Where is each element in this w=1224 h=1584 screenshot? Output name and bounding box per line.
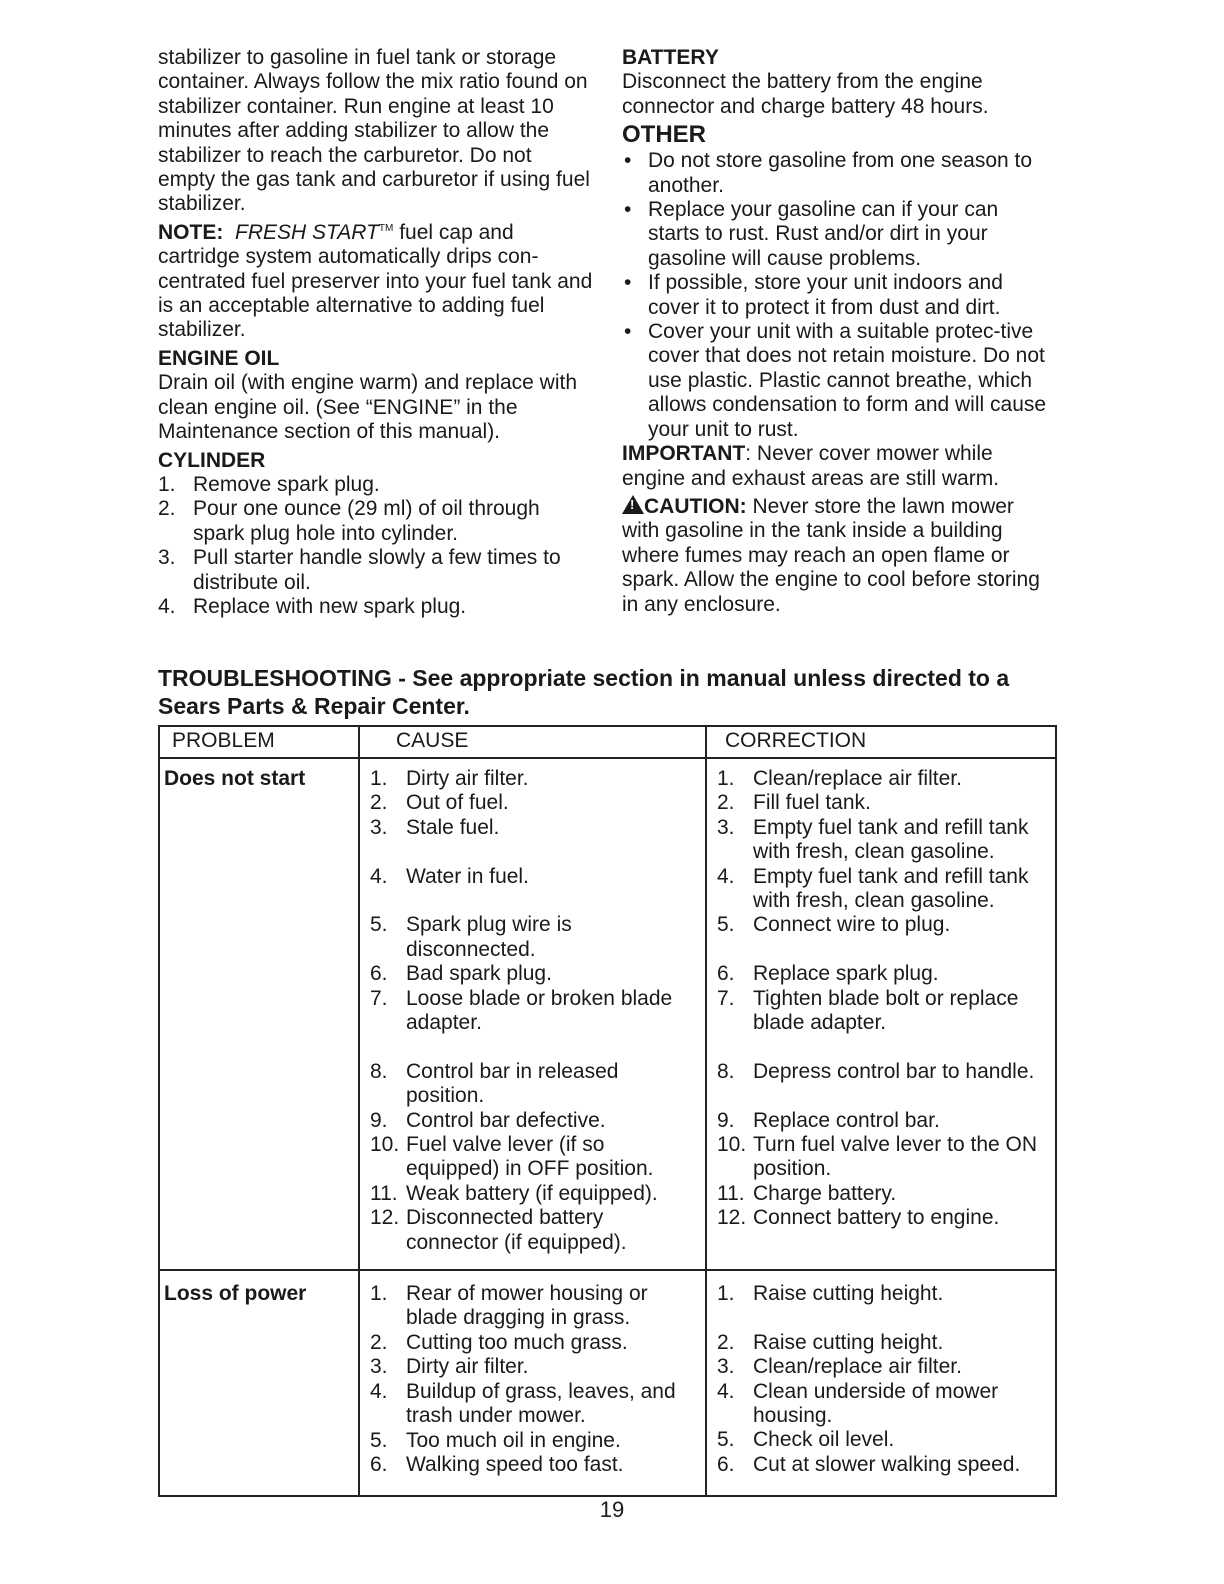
bullet-icon: •: [624, 320, 632, 344]
item-number: 9.: [370, 1108, 388, 1132]
list-item: [370, 962, 705, 986]
list-item: [370, 1453, 705, 1477]
correction-text: Replace control bar.: [753, 1108, 940, 1132]
item-number: 6.: [717, 1452, 735, 1476]
correction-text: Depress control bar to handle.: [753, 1059, 1035, 1083]
list-item: [370, 987, 705, 1060]
header-problem: PROBLEM: [172, 729, 275, 752]
step-number: 3.: [158, 546, 176, 570]
list-item: [622, 320, 1054, 442]
item-number: 3.: [370, 815, 388, 839]
list-item: [370, 791, 705, 815]
item-number: 6.: [717, 962, 735, 986]
list-item: [370, 1206, 705, 1255]
list-item: [717, 1182, 1058, 1206]
page-number: 19: [599, 1497, 625, 1522]
item-number: 1.: [717, 1282, 735, 1306]
left-column: [158, 46, 594, 619]
item-number: 9.: [717, 1108, 735, 1132]
list-item: [370, 1182, 705, 1206]
cause-text: Stale fuel.: [406, 815, 500, 839]
step-number: 4.: [158, 594, 176, 618]
correction-text: Clean/replace air filter.: [753, 1355, 962, 1379]
list-item: [717, 1355, 1058, 1379]
list-item: [717, 1453, 1058, 1477]
cause-text: Too much oil in engine.: [406, 1428, 621, 1452]
header-cause: CAUSE: [358, 727, 705, 757]
list-item: [717, 767, 1058, 791]
note-paragraph: [158, 217, 594, 343]
item-number: 1.: [370, 1282, 388, 1306]
cause-text: Loose blade or broken blade adapter.: [406, 986, 673, 1035]
item-number: 2.: [370, 1330, 388, 1354]
correction-text: Charge battery.: [753, 1181, 897, 1205]
correction-text: Tighten blade bolt or replace blade adapter.: [753, 986, 1019, 1035]
item-number: 4.: [717, 864, 735, 888]
troubleshooting-table: [158, 725, 1057, 1497]
item-number: 12.: [717, 1206, 747, 1230]
list-item: [717, 1428, 1058, 1452]
correction-text: Fill fuel tank.: [753, 791, 871, 815]
correction-text: Empty fuel tank and refill tank with fresh, clean gasoline.: [753, 815, 1029, 864]
list-item: [370, 913, 705, 962]
bullet-text: Cover your unit with a suitable protec-tive cover that does not retain moisture. Do not use plastic. Plastic cannot breathe, which allows condensation to form and will cause your unit to rust.: [648, 320, 1047, 441]
other-heading: OTHER: [622, 121, 706, 149]
bullet-icon: •: [624, 271, 632, 295]
trademark: TM: [378, 222, 394, 234]
list-item: [717, 913, 1058, 962]
caution-paragraph: [622, 495, 1054, 617]
item-number: 10.: [717, 1133, 747, 1157]
list-item: [370, 1282, 705, 1331]
list-item: [717, 816, 1058, 865]
list-item: [158, 595, 594, 619]
battery-heading: BATTERY: [622, 46, 719, 69]
cause-text: Control bar in released position.: [406, 1059, 619, 1108]
item-number: 2.: [717, 1330, 735, 1354]
engine-oil-heading: ENGINE OIL: [158, 346, 280, 370]
list-item: [158, 473, 594, 497]
item-number: 5.: [717, 1428, 735, 1452]
cause-text: Fuel valve lever (if so equipped) in OFF position.: [406, 1133, 654, 1181]
note-label: NOTE:: [158, 220, 224, 244]
right-column: [622, 46, 1054, 617]
item-number: 3.: [717, 815, 735, 839]
item-number: 7.: [717, 986, 735, 1010]
cause-text: Dirty air filter.: [406, 1355, 529, 1379]
fresh-start-brand: FRESH START: [235, 220, 379, 244]
item-number: 1.: [717, 767, 735, 790]
important-label: IMPORTANT: [622, 442, 746, 466]
problem-cell: Does not start: [164, 767, 306, 790]
bullet-text: Do not store gasoline from one season to another.: [648, 149, 1033, 197]
item-number: 4.: [370, 1379, 388, 1403]
problem-cell: Loss of power: [164, 1282, 307, 1306]
cause-text: Weak battery (if equipped).: [406, 1181, 658, 1205]
list-item: [717, 1331, 1058, 1355]
bullet-text: Replace your gasoline can if your can starts to rust. Rust and/or dirt in your gasoline will cause problems.: [648, 198, 999, 270]
other-bullets: [622, 149, 1054, 442]
list-item: [717, 1380, 1058, 1429]
correction-text: Check oil level.: [753, 1428, 895, 1452]
list-item: [370, 1380, 705, 1429]
step-text: Remove spark plug.: [193, 472, 380, 496]
item-number: 10.: [370, 1133, 400, 1157]
item-number: 8.: [370, 1059, 388, 1083]
header-correction: CORRECTION: [705, 727, 1055, 757]
item-number: 3.: [717, 1355, 735, 1379]
cause-cell: [358, 1271, 705, 1495]
bullet-icon: •: [624, 149, 632, 173]
item-number: 4.: [370, 864, 388, 888]
cause-text: Dirty air filter.: [406, 767, 529, 790]
caution-label: CAUTION:: [644, 494, 747, 518]
item-number: 6.: [370, 1452, 388, 1476]
step-text: Pour one ounce (29 ml) of oil through spark plug hole into cylinder.: [193, 497, 540, 545]
list-item: [158, 546, 594, 595]
item-number: 7.: [370, 986, 388, 1010]
list-item: [158, 497, 594, 546]
list-item: [717, 1060, 1058, 1109]
step-text: Pull starter handle slowly a few times to distribute oil.: [193, 546, 561, 594]
item-number: 5.: [370, 913, 388, 937]
list-item: [370, 767, 705, 791]
engine-oil-text: Drain oil (with engine warm) and replace with clean engine oil. (See “ENGINE” in the Maintenance section of this manual).: [158, 371, 578, 444]
list-item: [370, 865, 705, 914]
item-number: 3.: [370, 1355, 388, 1379]
step-number: 1.: [158, 472, 176, 496]
cause-text: Spark plug wire is disconnected.: [406, 913, 572, 961]
cylinder-steps: [158, 473, 594, 619]
cause-text: Walking speed too fast.: [406, 1452, 624, 1476]
cause-text: Control bar defective.: [406, 1108, 606, 1132]
correction-text: Empty fuel tank and refill tank with fresh, clean gasoline.: [753, 864, 1029, 913]
item-number: 2.: [370, 791, 388, 815]
list-item: [622, 198, 1054, 271]
item-number: 2.: [717, 791, 735, 815]
step-number: 2.: [158, 497, 176, 521]
list-item: [622, 149, 1054, 198]
step-text: Replace with new spark plug.: [193, 594, 467, 618]
item-number: 11.: [370, 1181, 398, 1205]
stabilizer-paragraph: stabilizer to gasoline in fuel tank or storage container. Always follow the mix ratio found on stabilizer container. Run engine at least 10 minutes after adding stabilizer to allow the stabilizer to reach the carburetor. Do not empty the gas tank and carburetor if using fuel stabilizer.: [158, 46, 590, 216]
table-row: [160, 759, 1055, 1269]
caution-text: Never store the lawn mower with gasoline in the tank inside a building where fumes may reach an open flame or spark. Allow the engine to cool before storing in any enclosure.: [622, 494, 1040, 616]
cause-text: Out of fuel.: [406, 791, 509, 815]
table-header: [160, 727, 1055, 759]
list-item: [370, 1133, 705, 1182]
correction-text: Clean/replace air filter.: [753, 767, 962, 790]
item-number: 5.: [370, 1428, 388, 1452]
item-number: 8.: [717, 1059, 735, 1083]
list-item: [370, 1429, 705, 1453]
item-number: 11.: [717, 1181, 745, 1205]
correction-text: Raise cutting height.: [753, 1330, 944, 1354]
list-item: [717, 1206, 1058, 1255]
cause-cell: [358, 759, 705, 1269]
list-item: [717, 865, 1058, 914]
cause-text: Water in fuel.: [406, 864, 529, 888]
item-number: 1.: [370, 767, 388, 790]
important-paragraph: [622, 442, 1054, 491]
correction-text: Cut at slower walking speed.: [753, 1452, 1021, 1476]
battery-text: Disconnect the battery from the engine connector and charge battery 48 hours.: [622, 70, 989, 118]
cause-text: Bad spark plug.: [406, 962, 552, 986]
correction-text: Connect battery to engine.: [753, 1206, 1000, 1230]
list-item: [370, 816, 705, 865]
list-item: [717, 1109, 1058, 1133]
correction-cell: [705, 759, 1058, 1269]
list-item: [717, 1133, 1058, 1182]
cause-text: Cutting too much grass.: [406, 1330, 628, 1354]
cylinder-heading: CYLINDER: [158, 448, 266, 472]
bullet-icon: •: [624, 198, 632, 222]
correction-text: Connect wire to plug.: [753, 913, 951, 937]
correction-cell: [705, 1271, 1058, 1495]
warning-triangle-icon: [622, 495, 644, 514]
list-item: [717, 987, 1058, 1060]
cause-text: Disconnected battery connector (if equipped).: [406, 1206, 627, 1254]
correction-text: Turn fuel valve lever to the ON position.: [753, 1133, 1038, 1181]
cause-text: Rear of mower housing or blade dragging in grass.: [406, 1282, 648, 1330]
item-number: 12.: [370, 1206, 400, 1230]
note-text: fuel cap and cartridge system automatically drips con-centrated fuel preserver into your fuel tank and is an acceptable alternative to adding fuel stabilizer.: [158, 220, 593, 342]
list-item: [370, 1060, 705, 1109]
cause-text: Buildup of grass, leaves, and trash under mower.: [406, 1379, 676, 1428]
important-text: : Never cover mower while engine and exhaust areas are still warm.: [622, 442, 1000, 490]
bullet-text: If possible, store your unit indoors and cover it to protect it from dust and dirt.: [648, 271, 1003, 319]
correction-text: Raise cutting height.: [753, 1282, 944, 1306]
list-item: [717, 1282, 1058, 1331]
list-item: [370, 1109, 705, 1133]
list-item: [717, 962, 1058, 986]
table-row: [160, 1269, 1055, 1495]
troubleshooting-title: TROUBLESHOOTING - See appropriate section in manual unless directed to a Sears Parts & Repair Center.: [158, 665, 1010, 719]
correction-text: Replace spark plug.: [753, 962, 939, 986]
list-item: [370, 1355, 705, 1379]
correction-text: Clean underside of mower housing.: [753, 1379, 999, 1428]
list-item: [370, 1331, 705, 1355]
list-item: [622, 271, 1054, 320]
item-number: 6.: [370, 962, 388, 986]
item-number: 4.: [717, 1379, 735, 1403]
list-item: [717, 791, 1058, 815]
item-number: 5.: [717, 913, 735, 937]
